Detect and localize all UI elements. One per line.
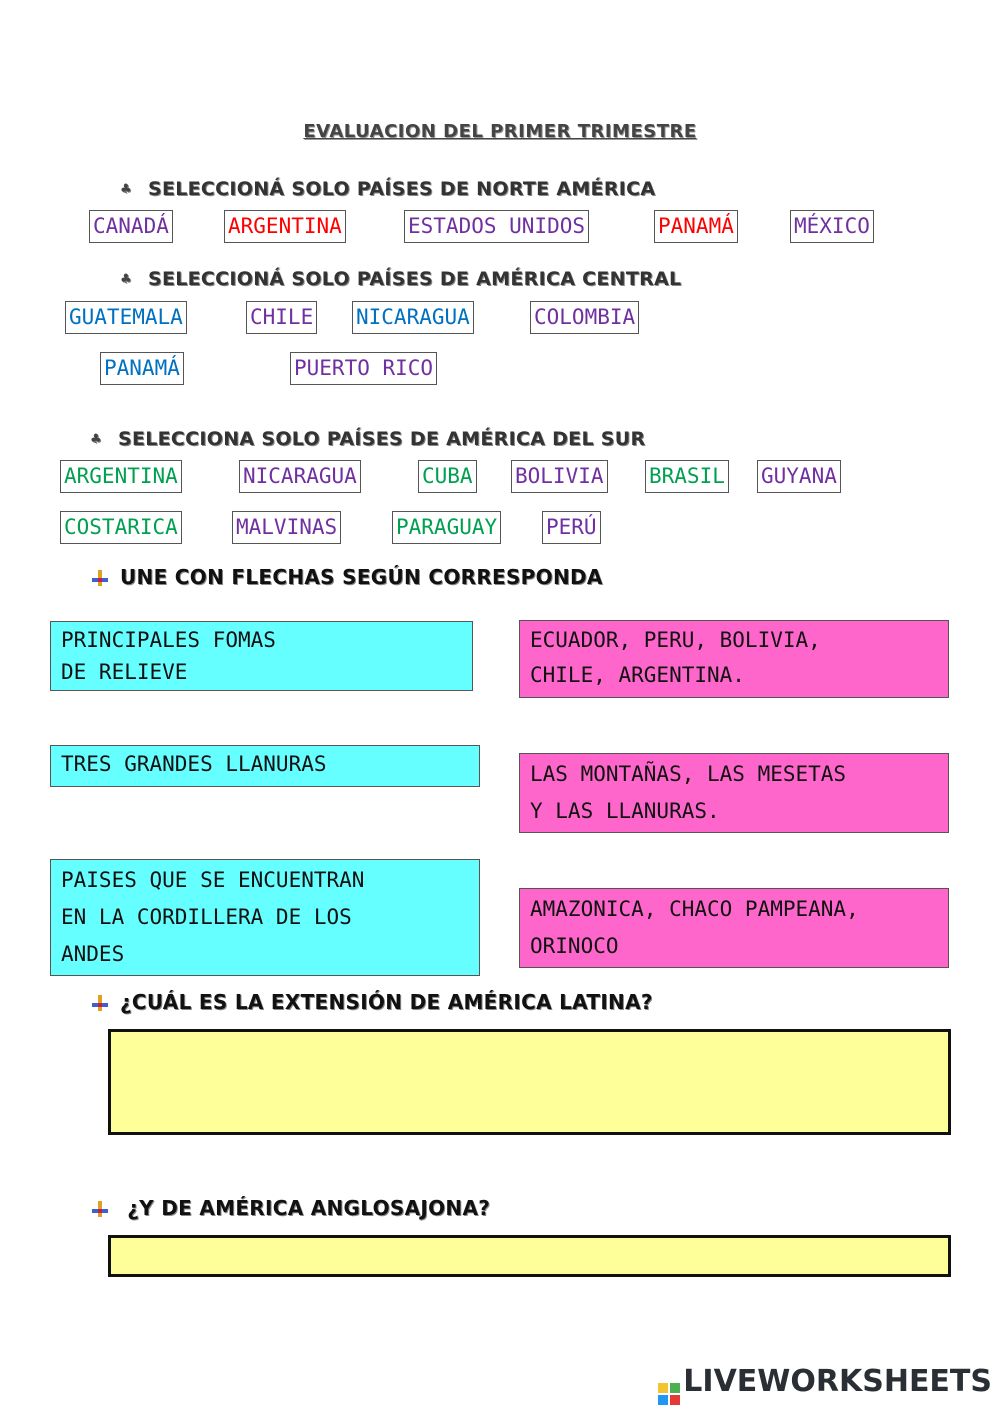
question-matching [92,565,603,589]
question-central-america [120,268,681,290]
question-text: UNE CON FLECHAS SEGÚN CORRESPONDA [120,565,603,589]
question-text: ¿Y DE AMÉRICA ANGLOSAJONA? [120,1196,491,1220]
option-chip[interactable]: GUATEMALA [65,301,187,334]
match-right-relief[interactable]: LAS MONTAÑAS, LAS MESETAS Y LAS LLANURAS. [519,753,949,833]
question-anglo-america-extension [92,1196,490,1220]
question-text: SELECCIONÁ SOLO PAÍSES DE AMÉRICA CENTRAL [147,268,682,290]
cross-bullet-icon [92,1201,108,1217]
page-title: EVALUACION DEL PRIMER TRIMESTRE [303,121,697,142]
cross-bullet-icon [92,995,108,1011]
question-text: SELECCIONA SOLO PAÍSES DE AMÉRICA DEL SUR [117,428,646,450]
answer-anglo-america-field[interactable] [108,1235,951,1277]
option-chip[interactable]: MÉXICO [790,210,874,243]
match-left-three-plains[interactable]: TRES GRANDES LLANURAS [50,745,480,787]
match-left-relief-forms[interactable]: PRINCIPALES FOMAS DE RELIEVE [50,621,473,691]
option-chip[interactable]: BRASIL [645,460,729,493]
option-chip[interactable]: MALVINAS [232,511,341,544]
option-chip[interactable]: COSTARICA [60,511,182,544]
option-chip[interactable]: CHILE [246,301,317,334]
brand-name: LIVEWORKSHEETS [683,1364,992,1399]
option-chip[interactable]: PERÚ [542,511,601,544]
match-right-plains[interactable]: AMAZONICA, CHACO PAMPEANA, ORINOCO [519,888,949,968]
option-chip[interactable]: BOLIVIA [511,460,608,493]
club-bullet-icon: ♣ [120,182,132,197]
option-chip[interactable]: PANAMÁ [100,352,184,385]
liveworksheets-logo [658,1364,992,1405]
option-chip[interactable]: CANADÁ [89,210,173,243]
option-chip[interactable]: CUBA [418,460,477,493]
brand-grid-icon [658,1383,680,1405]
option-chip[interactable]: GUYANA [757,460,841,493]
option-chip[interactable]: COLOMBIA [530,301,639,334]
question-text: SELECCIONÁ SOLO PAÍSES DE NORTE AMÉRICA [147,178,656,200]
option-chip[interactable]: PARAGUAY [392,511,501,544]
match-right-countries[interactable]: ECUADOR, PERU, BOLIVIA, CHILE, ARGENTINA. [519,620,949,698]
question-north-america [120,178,655,200]
option-chip[interactable]: ARGENTINA [224,210,346,243]
option-chip[interactable]: PANAMÁ [654,210,738,243]
option-chip[interactable]: NICARAGUA [352,301,474,334]
option-chip[interactable]: PUERTO RICO [290,352,437,385]
option-chip[interactable]: NICARAGUA [239,460,361,493]
club-bullet-icon: ♣ [120,272,132,287]
answer-latin-america-field[interactable] [108,1029,951,1135]
question-south-america [90,428,645,450]
cross-bullet-icon [92,570,108,586]
option-chip[interactable]: ESTADOS UNIDOS [404,210,589,243]
club-bullet-icon: ♣ [90,432,102,447]
question-text: ¿CUÁL ES LA EXTENSIÓN DE AMÉRICA LATINA? [120,990,653,1014]
option-chip[interactable]: ARGENTINA [60,460,182,493]
question-latin-america-extension [92,990,653,1014]
match-left-andes-countries[interactable]: PAISES QUE SE ENCUENTRAN EN LA CORDILLERA DE LOS ANDES [50,859,480,976]
